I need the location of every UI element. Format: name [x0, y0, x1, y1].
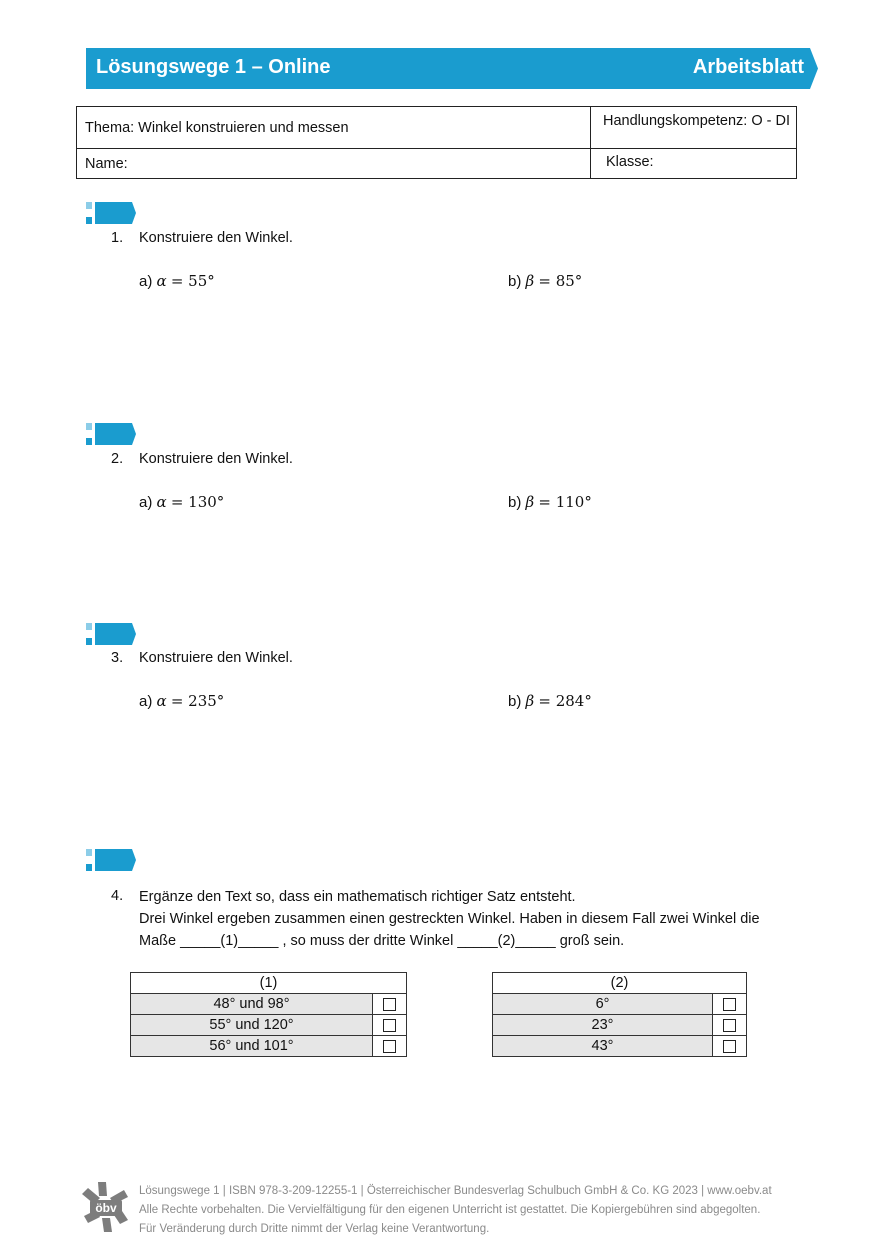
name-field[interactable]: Name: [85, 156, 128, 172]
answer-table-1 [130, 972, 407, 1057]
checkbox-icon[interactable] [383, 998, 396, 1011]
footer-line-1: Lösungswege 1 | ISBN 978-3-209-12255-1 | Österreichischer Bundesverlag Schulbuch GmbH & Co. KG 2023 | www.oebv.at [139, 1185, 772, 1197]
answer-checkbox[interactable] [373, 994, 407, 1015]
footer-line-2: Alle Rechte vorbehalten. Die Vervielfältigung für den eigenen Unterricht ist gestattet. Die Kopiergebühren sind abgegolten. [139, 1204, 761, 1216]
task-4-line-3: Maße _____(1)_____ , so muss der dritte Winkel _____(2)_____ groß sein. [139, 933, 625, 949]
task-1b-label: b) [508, 273, 522, 290]
alpha-symbol: α [156, 692, 167, 710]
answer-option: 56° und 101° [131, 1036, 373, 1057]
competence-label: Handlungskompetenz: O - DI [603, 113, 790, 129]
task-2a-label: a) [139, 494, 153, 511]
answer-checkbox[interactable] [713, 1036, 747, 1057]
task-1a [139, 272, 215, 290]
task-1a-value: = 55° [170, 272, 215, 290]
task-3b-value: = 284° [538, 692, 592, 710]
answer-option: 55° und 120° [131, 1015, 373, 1036]
answer-checkbox[interactable] [373, 1036, 407, 1057]
task-2b [508, 493, 592, 511]
class-field[interactable]: Klasse: [606, 154, 654, 170]
answer-table-1-header: (1) [131, 973, 407, 994]
task-3a [139, 692, 224, 710]
task-1-text: Konstruiere den Winkel. [139, 230, 293, 246]
task-1-number: 1. [111, 230, 124, 246]
alpha-symbol: α [156, 493, 167, 511]
checkbox-icon[interactable] [723, 1040, 736, 1053]
checkbox-icon[interactable] [723, 1019, 736, 1032]
answer-table-2-header: (2) [493, 973, 747, 994]
topic-label: Thema: Winkel konstruieren und messen [85, 120, 349, 136]
task-marker-icon [86, 423, 138, 445]
alpha-symbol: α [156, 272, 167, 290]
checkbox-icon[interactable] [383, 1019, 396, 1032]
answer-checkbox[interactable] [373, 1015, 407, 1036]
info-divider-vertical [590, 107, 591, 178]
task-2-number: 2. [111, 451, 124, 467]
beta-symbol: β [525, 493, 535, 511]
answer-option: 6° [493, 994, 713, 1015]
info-table [76, 106, 797, 179]
answer-option: 48° und 98° [131, 994, 373, 1015]
beta-symbol: β [525, 692, 535, 710]
answer-option: 43° [493, 1036, 713, 1057]
answer-checkbox[interactable] [713, 1015, 747, 1036]
task-2b-value: = 110° [538, 493, 592, 511]
answer-table-2 [492, 972, 747, 1057]
task-marker-icon [86, 849, 138, 871]
task-4-line-2: Drei Winkel ergeben zusammen einen gestreckten Winkel. Haben in diesem Fall zwei Winkel die [139, 911, 760, 927]
task-3-number: 3. [111, 650, 124, 666]
task-2b-label: b) [508, 494, 522, 511]
task-3a-value: = 235° [170, 692, 225, 710]
header-title: Lösungswege 1 – Online [96, 56, 331, 78]
footer [139, 1182, 772, 1239]
checkbox-icon[interactable] [723, 998, 736, 1011]
checkbox-icon[interactable] [383, 1040, 396, 1053]
task-3-text: Konstruiere den Winkel. [139, 650, 293, 666]
task-2-text: Konstruiere den Winkel. [139, 451, 293, 467]
task-3a-label: a) [139, 693, 153, 710]
task-2a-value: = 130° [170, 493, 225, 511]
task-1b-value: = 85° [538, 272, 583, 290]
task-3b [508, 692, 592, 710]
footer-line-3: Für Veränderung durch Dritte nimmt der Verlag keine Verantwortung. [139, 1223, 490, 1235]
task-2a [139, 493, 224, 511]
task-1a-label: a) [139, 273, 153, 290]
task-4-number: 4. [111, 888, 124, 904]
info-divider-horizontal [77, 148, 796, 149]
task-4-text [139, 886, 760, 952]
task-3b-label: b) [508, 693, 522, 710]
publisher-logo-icon [80, 1180, 130, 1234]
answer-checkbox[interactable] [713, 994, 747, 1015]
header-type: Arbeitsblatt [692, 56, 804, 78]
beta-symbol: β [525, 272, 535, 290]
task-marker-icon [86, 202, 138, 224]
task-marker-icon [86, 623, 138, 645]
task-4-line-1: Ergänze den Text so, dass ein mathematisch richtiger Satz entsteht. [139, 889, 576, 905]
header-banner [86, 48, 818, 89]
answer-option: 23° [493, 1015, 713, 1036]
logo-text: öbv [95, 1201, 117, 1215]
task-1b [508, 272, 582, 290]
